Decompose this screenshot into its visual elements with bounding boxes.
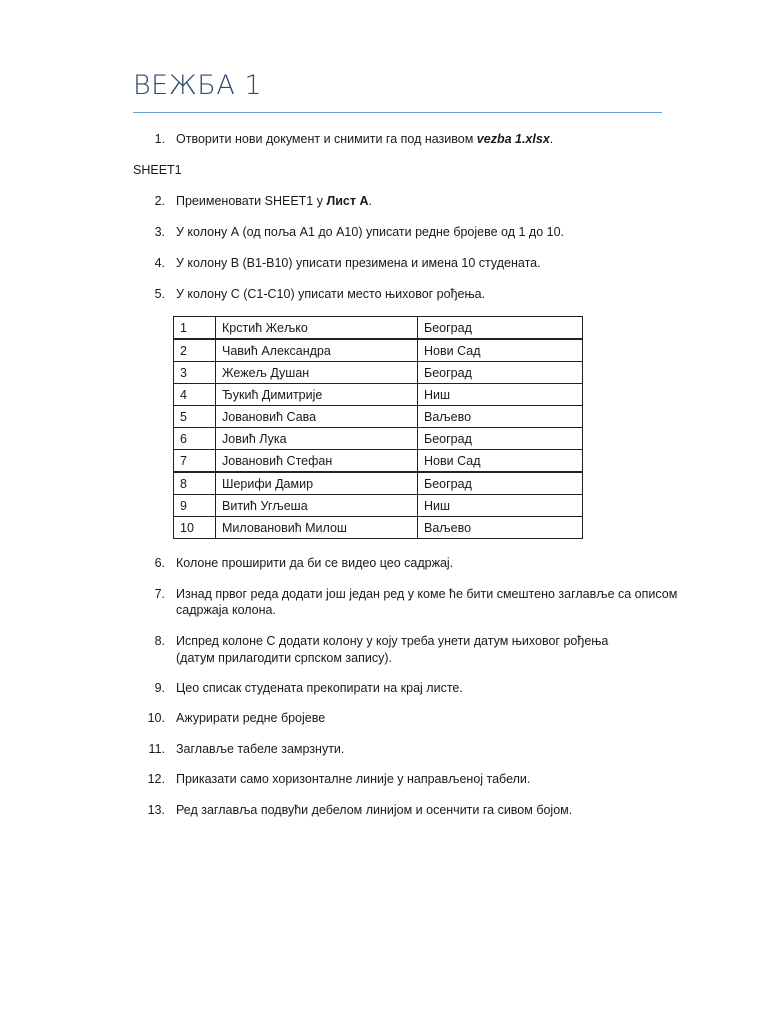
table-cell-number: 4 (174, 384, 216, 406)
table-cell-name: Ђукић Димитрије (216, 384, 418, 406)
table-cell-city: Нови Сад (418, 339, 583, 362)
table-cell-number: 5 (174, 406, 216, 428)
table-cell-number: 7 (174, 450, 216, 473)
table-row (174, 472, 583, 495)
item-number: 10. (147, 711, 165, 725)
item-text: Приказати само хоризонталне линије у направљеној табели. (176, 772, 531, 786)
item-number: 11. (148, 742, 165, 756)
item-text: Ажурирати редне бројеве (176, 711, 326, 725)
table-cell-number: 3 (174, 362, 216, 384)
table-cell-number: 1 (174, 317, 216, 340)
table-cell-city: Београд (418, 472, 583, 495)
table-cell-name: Јовић Лука (216, 428, 418, 450)
item-emphasis: vezba 1.xlsx (476, 132, 550, 146)
item-number: 4. (154, 256, 165, 270)
item-text: Отворити нови документ и снимити га под називом (176, 132, 477, 146)
page-title: ВЕЖБА 1 (133, 70, 263, 101)
table-cell-city: Београд (418, 317, 583, 340)
item-text: Ред заглавља подвући дебелом линијом и осенчити га сивом бојом. (176, 803, 573, 817)
table-cell-city: Ваљево (418, 406, 583, 428)
table-cell-name: Шерифи Дамир (216, 472, 418, 495)
table-cell-name: Витић Угљеша (216, 495, 418, 517)
table-row (174, 384, 583, 406)
item-text: Колоне проширити да би се видео цео садржај. (176, 556, 454, 570)
table-cell-name: Јовановић Сава (216, 406, 418, 428)
item-number: 7. (154, 587, 165, 601)
item-tail: . (368, 194, 372, 208)
title-underline (133, 112, 662, 113)
table-cell-number: 8 (174, 472, 216, 495)
table-cell-number: 2 (174, 339, 216, 362)
table-cell-city: Ваљево (418, 517, 583, 539)
item-number: 8. (154, 634, 165, 648)
table-row (174, 406, 583, 428)
item-text-line2: садржаја колона. (176, 603, 276, 617)
table-cell-city: Ниш (418, 384, 583, 406)
item-text: У колону А (од поља А1 до А10) уписати редне бројеве од 1 до 10. (176, 225, 565, 239)
item-number: 5. (154, 287, 165, 301)
table-row (174, 317, 583, 340)
table-cell-name: Јовановић Стефан (216, 450, 418, 473)
item-number: 6. (154, 556, 165, 570)
item-number: 2. (154, 194, 165, 208)
item-number: 13. (147, 803, 165, 817)
item-number: 9. (154, 681, 165, 695)
table-cell-name: Жежељ Душан (216, 362, 418, 384)
table-cell-number: 6 (174, 428, 216, 450)
table-row (174, 450, 583, 473)
table-cell-city: Ниш (418, 495, 583, 517)
item-text: У колону B (B1-B10) уписати презимена и имена 10 студената. (176, 256, 541, 270)
table-cell-city: Нови Сад (418, 450, 583, 473)
table-cell-city: Београд (418, 428, 583, 450)
table-cell-name: Крстић Жељко (216, 317, 418, 340)
item-text: Цео списак студената прекопирати на крај листе. (176, 681, 463, 695)
students-table-body (174, 317, 583, 539)
table-row (174, 339, 583, 362)
item-text: Преименовати SHEET1 у (176, 194, 327, 208)
item-text: Испред колоне C додати колону у коју треба унети датум њиховог рођења (176, 634, 609, 648)
table-cell-number: 9 (174, 495, 216, 517)
section-label: SHEET1 (133, 163, 182, 177)
item-text-line2: (датум прилагодити српском запису). (176, 651, 392, 665)
item-number: 12. (147, 772, 165, 786)
table-row (174, 517, 583, 539)
table-row (174, 495, 583, 517)
item-emphasis: Лист А (326, 194, 369, 208)
table-cell-name: Чавић Александра (216, 339, 418, 362)
table-cell-number: 10 (174, 517, 216, 539)
item-text: Заглавље табеле замрзнути. (176, 742, 345, 756)
students-table (173, 316, 583, 539)
item-text: У колону C (C1-C10) уписати место њиховог рођења. (176, 287, 486, 301)
table-cell-name: Миловановић Милош (216, 517, 418, 539)
table-row (174, 428, 583, 450)
table-row (174, 362, 583, 384)
item-number: 1. (154, 132, 165, 146)
item-number: 3. (154, 225, 165, 239)
item-text: Изнад првог реда додати још један ред у коме ће бити смештено заглавље са описом (176, 587, 678, 601)
table-cell-city: Београд (418, 362, 583, 384)
item-tail: . (549, 132, 554, 146)
